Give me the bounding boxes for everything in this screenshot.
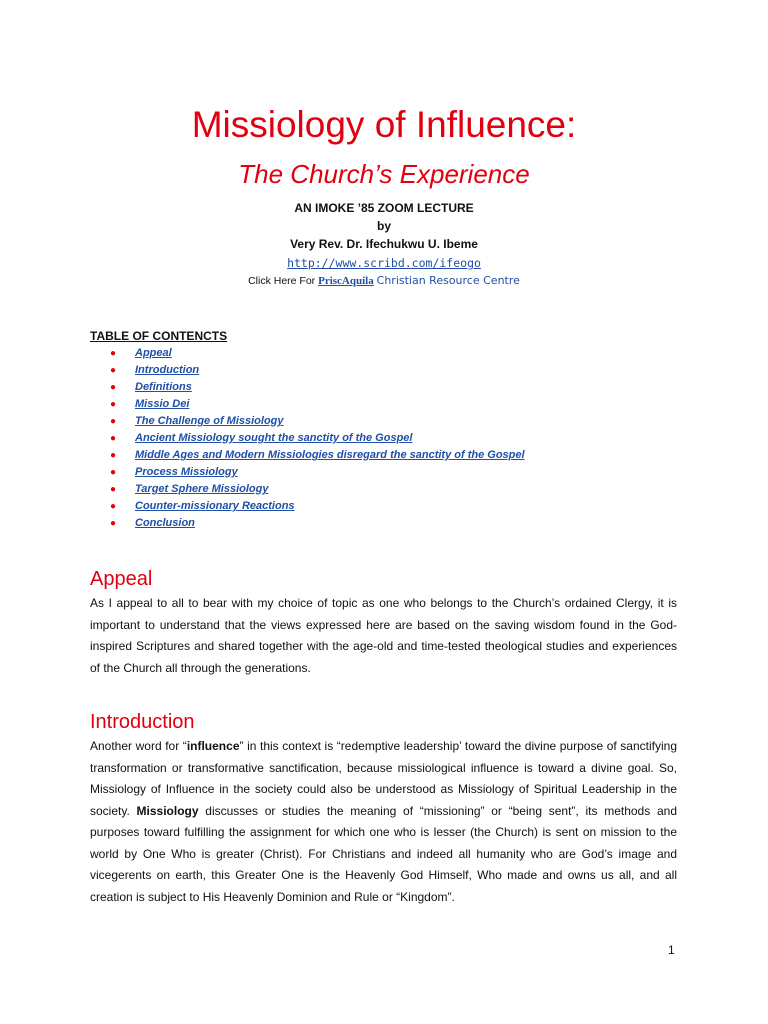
lecture-line: AN IMOKE ’85 ZOOM LECTURE: [294, 201, 474, 215]
bullet-icon: ●: [110, 467, 117, 478]
appeal-heading: Appeal: [90, 568, 153, 590]
toc-item: [110, 430, 525, 447]
by-line: by: [376, 219, 391, 233]
toc-link-counter-missionary[interactable]: Counter-missionary Reactions: [135, 500, 295, 512]
resource-centre-line: [0, 272, 768, 290]
toc-link-target-sphere[interactable]: Target Sphere Missiology: [135, 483, 269, 495]
author-url-link[interactable]: http://www.scribd.com/ifeogo: [287, 256, 481, 270]
toc-item: [110, 362, 525, 379]
bullet-icon: ●: [110, 348, 117, 359]
bullet-icon: ●: [110, 382, 117, 393]
author-line: Very Rev. Dr. Ifechukwu U. Ibeme: [290, 237, 478, 251]
bullet-icon: ●: [110, 433, 117, 444]
toc-link-middle-ages[interactable]: Middle Ages and Modern Missiologies disregard the sanctity of the Gospel: [135, 449, 525, 461]
bullet-icon: ●: [110, 399, 117, 410]
toc-item: [110, 447, 525, 464]
intro-bold-missiology: Missiology: [136, 803, 199, 818]
toc-item: [110, 413, 525, 430]
toc-link-appeal[interactable]: Appeal: [135, 347, 172, 359]
toc-heading: TABLE OF CONTENCTS: [90, 329, 228, 343]
intro-text-a: Another word for “: [90, 739, 187, 753]
toc-link-missio-dei[interactable]: Missio Dei: [135, 398, 190, 410]
toc-link-challenge[interactable]: The Challenge of Missiology: [135, 415, 284, 427]
intro-bold-influence: influence: [186, 739, 240, 753]
toc-list: [110, 345, 525, 532]
bullet-icon: ●: [110, 416, 117, 427]
appeal-paragraph: As I appeal to all to bear with my choice of topic as one who belongs to the Church’s ordained Clergy, it is important to understand that the views expressed here are based on the saving wisdom found in the God-inspired Scriptures and shared together with the age-old and time-tested theological studies and experiences of the Church all through the generations.: [90, 596, 677, 675]
toc-link-definitions[interactable]: Definitions: [135, 381, 192, 393]
page-number: 1: [668, 943, 675, 957]
introduction-heading: Introduction: [90, 711, 195, 733]
bullet-icon: ●: [110, 365, 117, 376]
priscaquila-link[interactable]: PriscAquila: [318, 275, 374, 287]
toc-item: [110, 464, 525, 481]
intro-text-b: ” in this context is “redemptive leadership’ toward the divine purpose of sanctifying transformation or transformative sanctification, because missiological influence is toward a divine goal. So, Missiology of Influence in the society could also be understood as Missiology of Spiritual Leadership in the society.: [90, 739, 677, 818]
resource-centre-label: Christian Resource Centre: [376, 274, 520, 287]
bullet-icon: ●: [110, 450, 117, 461]
toc-link-process[interactable]: Process Missiology: [135, 466, 238, 478]
click-prefix: Click Here For: [248, 275, 316, 287]
toc-item: [110, 396, 525, 413]
url-line: [0, 255, 768, 272]
toc-link-conclusion[interactable]: Conclusion: [135, 517, 195, 529]
bullet-icon: ●: [110, 501, 117, 512]
toc-link-introduction[interactable]: Introduction: [135, 364, 200, 376]
document-title: Missiology of Influence:: [191, 104, 577, 145]
intro-text-c: discusses or studies the meaning of “missioning” or “being sent”, its methods and purposes toward fulfilling the assignment for which one who is lesser (the Church) is sent on mission to the world by One Who is greater (Christ). For Christians and indeed all humanity who are God’s image and vicegerents on earth, this Greater One is the Heavenly God Himself, Who made and owns us all, and all creation is subject to His Heavenly Dominion and Rule or “Kingdom”.: [90, 803, 677, 904]
document-subtitle: The Church’s Experience: [238, 159, 530, 189]
bullet-icon: ●: [110, 518, 117, 529]
toc-item: [110, 379, 525, 396]
toc-item: [110, 515, 525, 532]
bullet-icon: ●: [110, 484, 117, 495]
toc-link-ancient[interactable]: Ancient Missiology sought the sanctity of the Gospel: [135, 432, 413, 444]
toc-item: [110, 481, 525, 498]
toc-item: [110, 498, 525, 515]
toc-item: [110, 345, 525, 362]
introduction-paragraph: [90, 736, 677, 908]
